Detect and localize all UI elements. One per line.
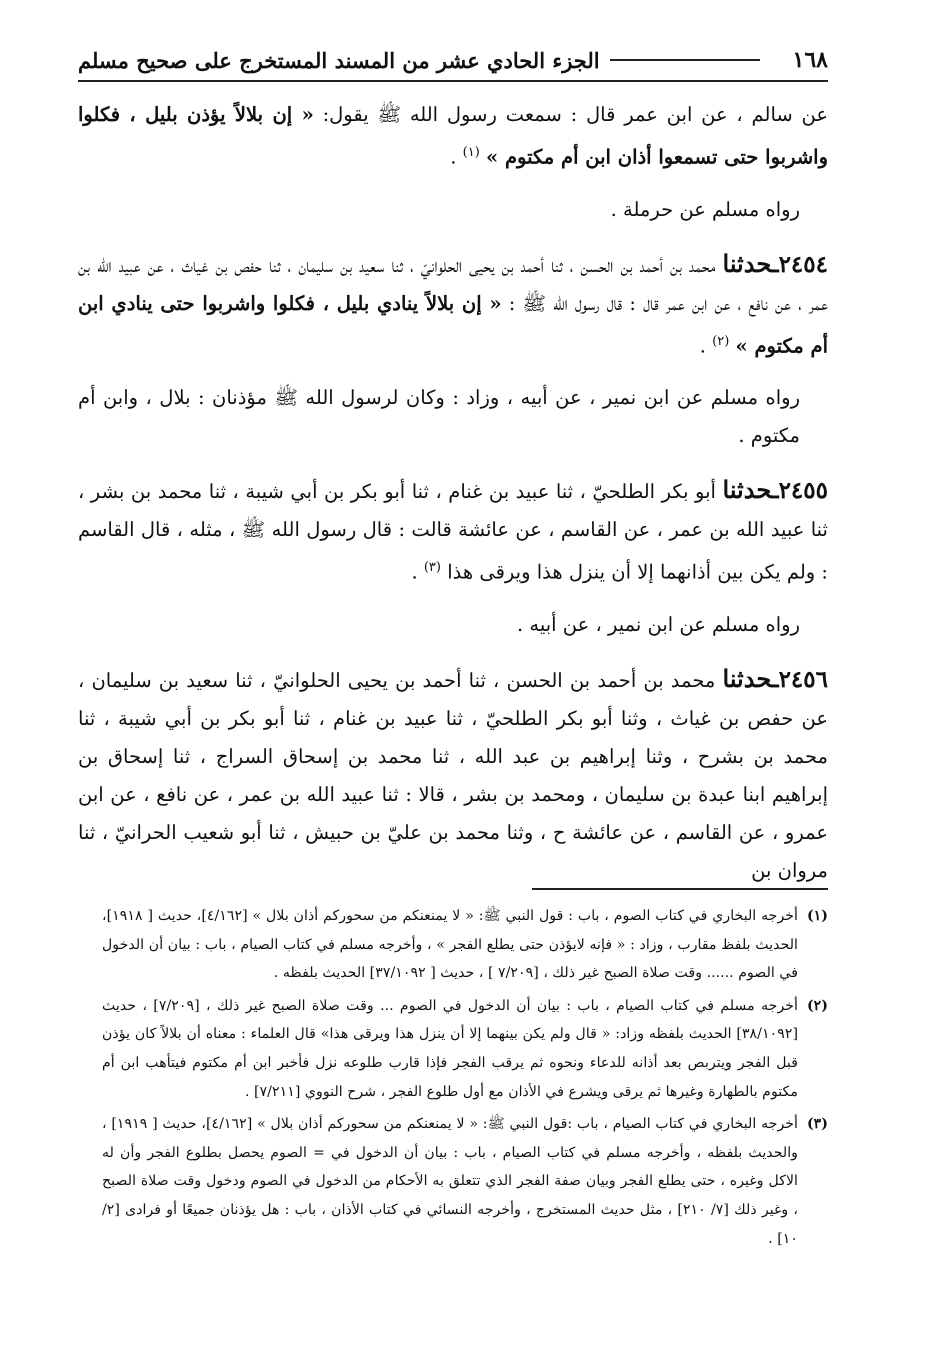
footnote-ref-2: (٢) bbox=[712, 333, 730, 349]
hadith-2456 bbox=[78, 660, 828, 890]
footnote-2 bbox=[102, 992, 828, 1106]
running-header bbox=[78, 40, 828, 82]
hadith-end: . bbox=[411, 560, 424, 584]
intro-quote: « إن بلالاً يؤذن بليل ، فكلوا واشربوا حتى تسمعوا أذان ابن أم مكتوم » bbox=[78, 103, 828, 169]
footnotes bbox=[102, 902, 828, 1257]
header-rule bbox=[610, 59, 760, 61]
footnote-text: أخرجه البخاري في كتاب الصيام ، باب :قول النبي ﷺ: « لا يمنعنكم من سحوركم أذان بلال » [٤/١٦٢]، حديث [ ١٩١٩] ، والحديث بلفظه ، وأخرجه مسلم في كتاب الصيام ، باب : بيان أن الدخول في = الصوم يحصل بطلوع الفجر وأن له الاكل وغيره ، حتى يطلع الفجر وبيان صفة الفجر الذي تتعلق به الأحكام من الدخول في الصوم ودخول وقت صلاة الصبح ، وغير ذلك [٧/ ٢١٠] ، مثل حديث المستخرج ، وأخرجه النسائي في كتاب الأذان ، باب : هل يؤذنان جميعًا أو فرادى [٢/ ١٠] . bbox=[102, 1116, 799, 1247]
hadith-end: . bbox=[699, 334, 713, 357]
footnote-ref-1: (١) bbox=[462, 145, 480, 160]
hadith-number: ٢٤٥٥ـ bbox=[771, 477, 828, 504]
hadith-number: ٢٤٥٤ـ bbox=[771, 250, 828, 278]
hadith-2454 bbox=[78, 245, 828, 366]
footnote-text: أخرجه مسلم في كتاب الصيام ، باب : بيان أن الدخول في الصوم ... وقت صلاة الصبح غير ذلك ، [٧/٢٠٩] ، حديث [٣٨/١٠٩٢] الحديث بلفظه وزاد: « قال ولم يكن بينهما إلا أن ينزل هذا ويرقى هذا» قال العلماء : معناه أن بلالاً كان يؤذن قبل الفجر ويتربص بعد أذانه للدعاء ونحوه ثم يرقب الفجر فإذا قارب طلوعه نزل فأخبر ابن أم مكتوم فيتأهب ابن أم مكتوم بالطهارة وغيرها ثم يرقى ويشرع في الأذان مع أول طلوع الفجر ، شرح النووي [٧/٢١١] . bbox=[102, 997, 798, 1100]
footnote-3 bbox=[102, 1110, 828, 1253]
hadith-quote: « إن بلالاً ينادي بليل ، فكلوا واشربوا حتى ينادي ابن أم مكتوم » bbox=[78, 291, 828, 357]
main-text bbox=[78, 96, 828, 904]
footnote-number: (١) bbox=[806, 908, 828, 924]
footnote-divider bbox=[532, 888, 828, 890]
narration-1: رواه مسلم عن حرملة . bbox=[610, 197, 800, 221]
footnote-number: (٣) bbox=[806, 1116, 828, 1133]
hadith-text: أبو بكر الطلحيّ ، ثنا عبيد بن غنام ، ثنا أبو بكر بن أبي شيبة ، ثنا محمد بن بشر ، ثنا عبيد الله بن عمر ، عن القاسم ، عن عائشة قالت : قال رسول الله ﷺ ، مثله ، قال القاسم : ولم يكن بين أذانهما إلا أن ينزل هذا ويرقى هذا bbox=[78, 480, 828, 584]
hadith-text: محمد بن أحمد بن الحسن ، ثنا أحمد بن يحيى الحلوانيّ ، ثنا سعيد بن سليمان ، ثنا حفص بن غياث ، عن عبيد الله بن عمر ، عن نافع ، عن ابن عمر قال : قال رسول الله ﷺ : bbox=[78, 253, 828, 315]
page-number: ١٦٨ bbox=[792, 47, 828, 73]
footnote-1 bbox=[102, 902, 828, 988]
footnote-ref-3: (٣) bbox=[423, 560, 441, 575]
header-title: الجزء الحادي عشر من المسند المستخرج على صحيح مسلم bbox=[78, 47, 600, 73]
intro-paragraph bbox=[78, 96, 828, 177]
footnote-number: (٢) bbox=[806, 997, 828, 1014]
hadeethana-label: حدثنا bbox=[722, 248, 772, 278]
hadith-number: ٢٤٥٦ـ bbox=[771, 665, 828, 693]
hadeethana-label: حدثنا bbox=[722, 663, 772, 693]
narration-3: رواه مسلم عن ابن نمير ، عن أبيه . bbox=[517, 612, 800, 636]
hadith-2455 bbox=[78, 471, 828, 592]
hadith-text: محمد بن أحمد بن الحسن ، ثنا أحمد بن يحيى الحلوانيّ ، ثنا سعيد بن سليمان ، عن حفص بن غياث ، وثنا أبو بكر الطلحيّ ، ثنا عبيد بن غنام ، ثنا أبو بكر بن أبي شيبة ، ثنا محمد بن بشرح ، وثنا إبراهيم بن عبد الله ، ثنا محمد بن إسحاق السراج ، ثنا إسحاق بن إبراهيم ابنا عبدة بن سليمان ، ومحمد بن بشر ، قالا : ثنا عبيد الله بن عمر ، عن نافع ، عن ابن عمرو ، عن القاسم ، عن عائشة ح ، وثنا محمد بن عليّ بن حبيش ، ثنا أبو شعيب الحرانيّ ، ثنا مروان بن bbox=[78, 668, 828, 882]
narration-2: رواه مسلم عن ابن نمير ، عن أبيه ، وزاد : وكان لرسول الله ﷺ مؤذنان : بلال ، وابن أم مكتوم . bbox=[78, 386, 800, 447]
intro-text: عن سالم ، عن ابن عمر قال : سمعت رسول الله ﷺ يقول: bbox=[313, 103, 828, 126]
footnote-text: أخرجه البخاري في كتاب الصوم ، باب : قول النبي ﷺ: « لا يمنعنكم من سحوركم أذان بلال » [٤/١٦٢]، حديث [ ١٩١٨]، الحديث بلفظ مقارب ، وزاد : « فإنه لايؤذن حتى يطلع الفجر » ، وأخرجه مسلم في كتاب الصيام ، باب : بيان أن الدخول في الصوم ...... وقت صلاة الصبح غير ذلك ، [٧/٢٠٩ ] ، حديث [ ٣٧/١٠٩٢] الحديث بلفظه . bbox=[102, 908, 798, 982]
hadeethana-label: حدثنا bbox=[722, 475, 772, 504]
intro-end: . bbox=[450, 145, 463, 169]
